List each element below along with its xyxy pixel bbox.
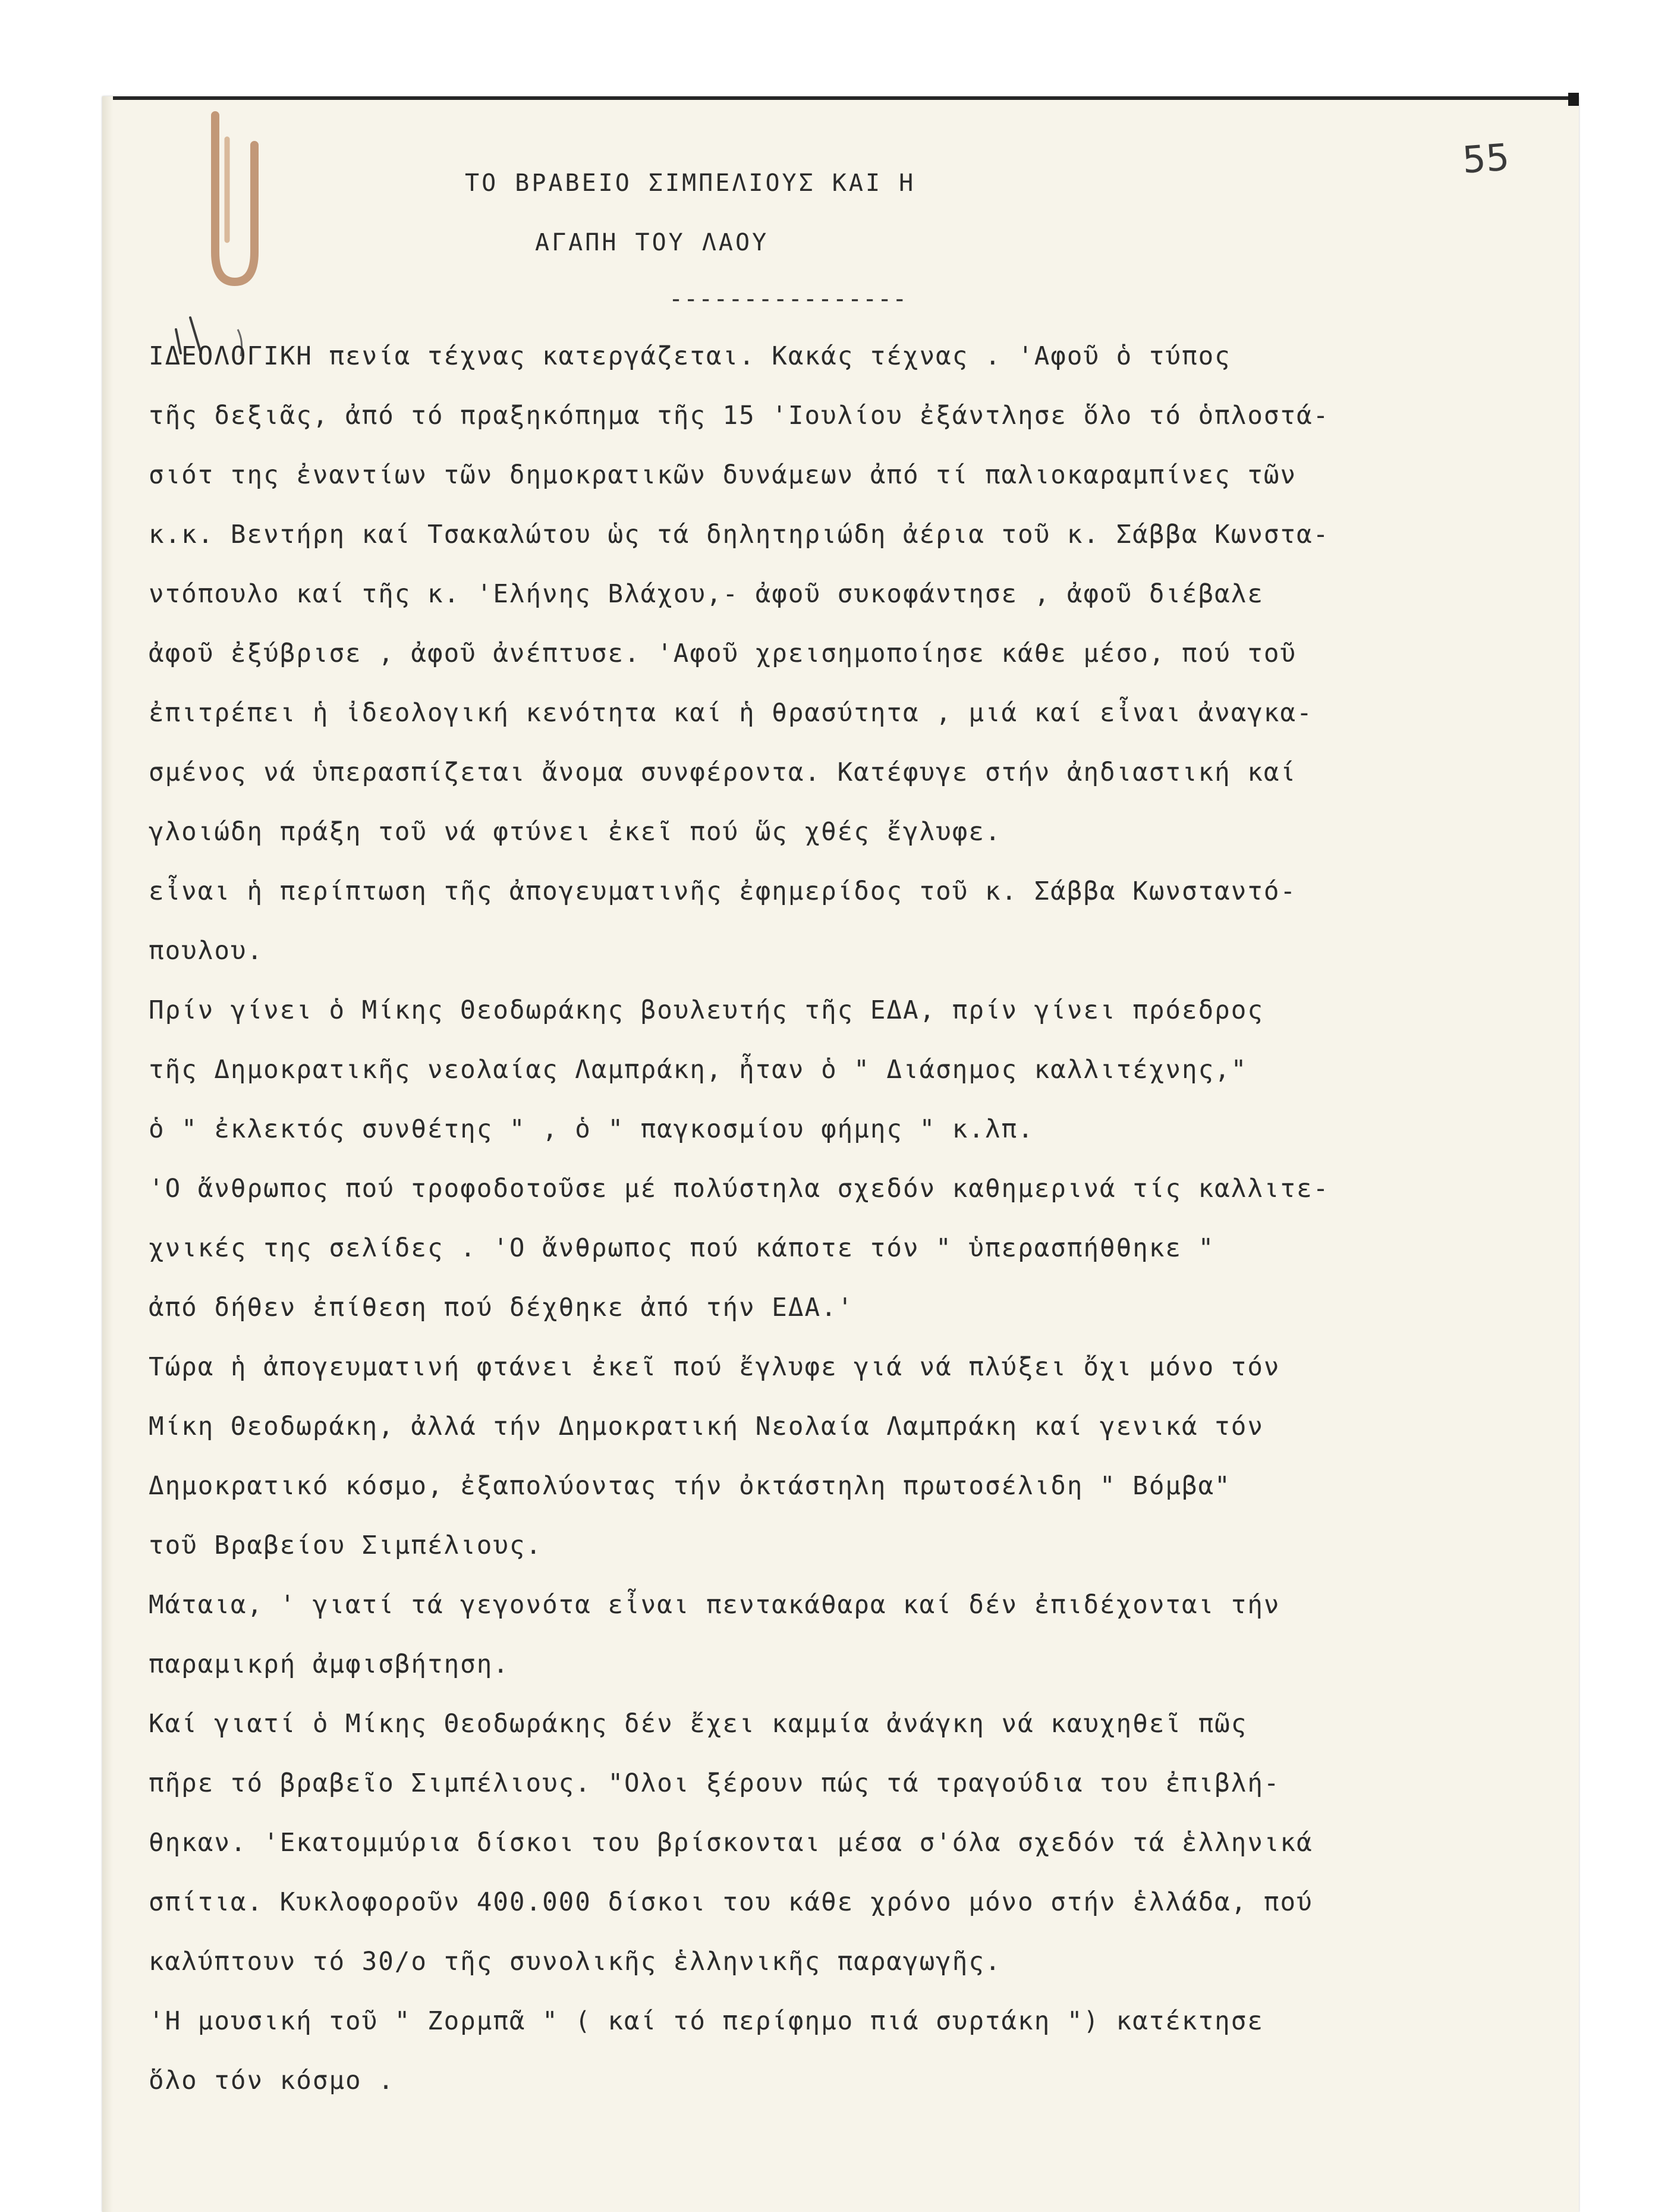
- text-line: ἀφοῦ ἐξύβρισε , ἀφοῦ ἀνέπτυσε. 'Αφοῦ χρεισημοποίησε κάθε μέσο, πού τοῦ: [149, 639, 1297, 668]
- text-line: ἐπιτρέπει ἡ ἰδεολογική κενότητα καί ἡ θρασύτητα , μιά καί εἶναι ἀναγκα-: [149, 699, 1313, 728]
- text-line: κ.κ. Βεντήρη καί Τσακαλώτου ὡς τά δηλητηριώδη ἀέρια τοῦ κ. Σάββα Κωνστα-: [149, 520, 1330, 549]
- text-line: ὁ " ἐκλεκτός συνθέτης " , ὁ " παγκοσμίου φήμης " κ.λπ.: [149, 1115, 1034, 1144]
- corner-mark: [1568, 93, 1579, 106]
- text-line: χνικές της σελίδες . 'Ο ἄνθρωπος πού κάποτε τόν " ὑπερασπήθθηκε ": [149, 1234, 1215, 1263]
- text-line: Τώρα ἡ ἀπογευματινή φτάνει ἐκεῖ πού ἔγλυφε γιά νά πλύξει ὄχι μόνο τόν: [149, 1353, 1280, 1382]
- title-rule: ----------------: [669, 285, 908, 313]
- text-line: Καί γιατί ὁ Μίκης Θεοδωράκης δέν ἔχει καμμία ἀνάγκη νά καυχηθεῖ πῶς: [149, 1710, 1248, 1739]
- text-line: θηκαν. 'Εκατομμύρια δίσκοι του βρίσκονται μέσα σ'όλα σχεδόν τά ἑλληνικά: [149, 1828, 1313, 1858]
- page-left-edge: [102, 96, 113, 2212]
- text-line: τῆς δεξιᾶς, ἀπό τό πραξηκόπημα τῆς 15 'Ιουλίου ἐξάντλησε ὅλο τό ὁπλοστά-: [149, 401, 1330, 431]
- title-line-2: ΑΓΑΠΗ ΤΟΥ ΛΑΟΥ: [535, 229, 769, 256]
- text-line: γλοιώδη πράξη τοῦ νά φτύνει ἐκεῖ πού ὥς χθές ἔγλυφε.: [149, 818, 1002, 847]
- title-line-1: ΤΟ ΒΡΑΒΕΙΟ ΣΙΜΠΕΛΙΟΥΣ ΚΑΙ Η: [465, 169, 916, 197]
- text-line: 'Ο ἄνθρωπος πού τροφοδοτοῦσε μέ πολύστηλα σχεδόν καθημερινά τίς καλλιτε-: [149, 1174, 1330, 1204]
- text-line: Μίκη Θεοδωράκη, ἀλλά τήν Δημοκρατική Νεολαία Λαμπράκη καί γενικά τόν: [149, 1412, 1264, 1441]
- text-line: σμένος νά ὑπερασπίζεται ἄνομα συνφέροντα. Κατέφυγε στήν ἀηδιαστική καί: [149, 758, 1297, 787]
- text-line: τῆς Δημοκρατικῆς νεολαίας Λαμπράκη, ἦταν ὁ " Διάσημος καλλιτέχνης,": [149, 1055, 1248, 1085]
- text-line: Μάταια, ' γιατί τά γεγονότα εἶναι πεντακάθαρα καί δέν ἐπιδέχονται τήν: [149, 1591, 1280, 1620]
- paperclip-rust-mark: [172, 103, 262, 359]
- text-line: ὅλο τόν κόσμο .: [149, 2066, 395, 2095]
- text-line: σπίτια. Κυκλοφοροῦν 400.000 δίσκοι του κάθε χρόνο μόνο στήν ἑλλάδα, πού: [149, 1888, 1313, 1917]
- text-line: πουλου.: [149, 937, 264, 966]
- text-line: σιότ της ἐναντίων τῶν δημοκρατικῶν δυνάμεων ἀπό τί παλιοκαραμπίνες τῶν: [149, 461, 1297, 490]
- text-line: 'Η μουσική τοῦ " Ζορμπᾶ " ( καί τό περίφημο πιά συρτάκη ") κατέκτησε: [149, 2007, 1264, 2036]
- text-line: ΙΔΕΟΛΟΓΙΚΗ πενία τέχνας κατεργάζεται. Κακάς τέχνας . 'Αφοῦ ὁ τύπος: [149, 342, 1231, 371]
- text-line: τοῦ Βραβείου Σιμπέλιους.: [149, 1531, 543, 1560]
- text-line: ντόπουλο καί τῆς κ. 'Ελήνης Βλάχου,- ἀφοῦ συκοφάντησε , ἀφοῦ διέβαλε: [149, 580, 1264, 609]
- text-line: εἶναι ἡ περίπτωση τῆς ἀπογευματινῆς ἐφημερίδος τοῦ κ. Σάββα Κωνσταντό-: [149, 877, 1297, 906]
- text-line: ἀπό δήθεν ἐπίθεση πού δέχθηκε ἀπό τήν ΕΔΑ.': [149, 1293, 854, 1322]
- text-line: Δημοκρατικό κόσμο, ἐξαπολύοντας τήν ὀκτάστηλη πρωτοσέλιδη " Βόμβα": [149, 1472, 1231, 1501]
- text-line: πῆρε τό βραβεῖο Σιμπέλιους. "Ολοι ξέρουν πώς τά τραγούδια του ἐπιβλή-: [149, 1769, 1280, 1798]
- page-number: 55: [1461, 135, 1511, 182]
- text-line: Πρίν γίνει ὁ Μίκης Θεοδωράκης βουλευτής τῆς ΕΔΑ, πρίν γίνει πρόεδρος: [149, 996, 1264, 1025]
- text-line: παραμικρή ἀμφισβήτηση.: [149, 1650, 509, 1679]
- text-line: καλύπτουν τό 30/ο τῆς συνολικῆς ἑλληνικῆς παραγωγῆς.: [149, 1947, 1002, 1977]
- page-top-edge: [102, 96, 1579, 100]
